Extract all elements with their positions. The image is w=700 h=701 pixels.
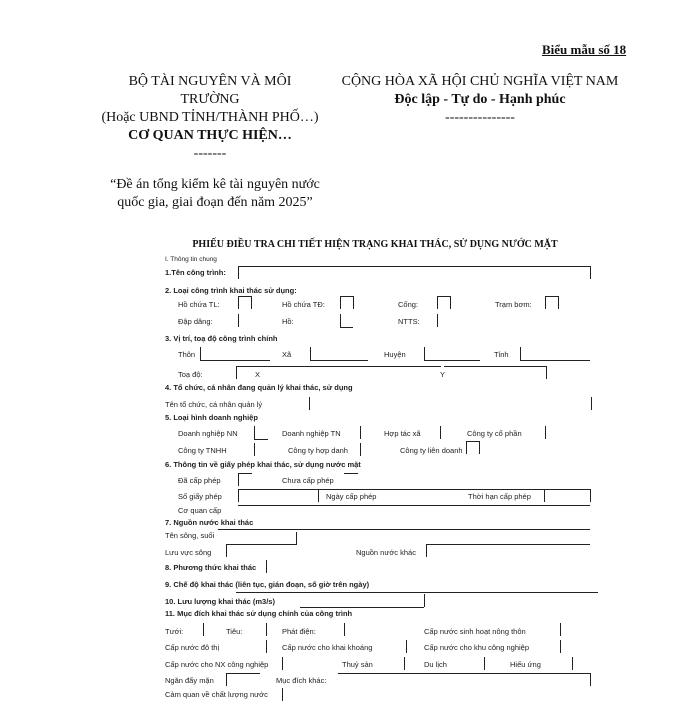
purpose-mining-water-checkbox[interactable] xyxy=(406,640,407,653)
purpose-other-label: Mục đích khác: xyxy=(276,676,327,685)
unlicensed-label: Chưa cấp phép xyxy=(282,476,334,485)
license-date-field[interactable] xyxy=(318,489,319,502)
coordinates-label: Toạ độ: xyxy=(178,370,203,379)
project-name-field-edge[interactable] xyxy=(238,266,239,279)
section-4-heading: 4. Tổ chức, cá nhân đang quản lý khai thác, sử dụng xyxy=(165,383,353,392)
enterprise-llc-checkbox[interactable] xyxy=(254,443,255,456)
enterprise-private-label: Doanh nghiệp TN xyxy=(282,429,341,438)
purpose-other-field-end xyxy=(590,673,591,686)
type-weir-label: Đập dâng: xyxy=(178,317,213,326)
flow-rate-field[interactable] xyxy=(424,594,425,607)
purpose-irrigation-checkbox[interactable] xyxy=(203,623,204,636)
location-hamlet-field[interactable] xyxy=(200,347,201,360)
coordinate-y-field-end xyxy=(546,366,547,379)
form-title: PHIẾU ĐIỀU TRA CHI TIẾT HIỆN TRẠNG KHAI THÁC, SỬ DỤNG NƯỚC MẶT xyxy=(192,239,558,250)
purpose-irrigation-label: Tưới: xyxy=(165,627,184,636)
enterprise-state-label: Doanh nghiệp NN xyxy=(178,429,238,438)
location-commune-underline xyxy=(310,360,368,361)
enterprise-partnership-checkbox[interactable] xyxy=(360,443,361,456)
water-quality-label: Cảm quan về chất lượng nước xyxy=(165,690,268,699)
other-source-label: Nguồn nước khác xyxy=(356,548,416,557)
enterprise-private-checkbox[interactable] xyxy=(360,426,361,439)
purpose-mining-water-label: Cấp nước cho khai khoáng xyxy=(282,643,373,652)
river-basin-divider xyxy=(296,532,297,545)
left-header-line1: BỘ TÀI NGUYÊN VÀ MÔI xyxy=(128,74,292,89)
license-row-topline xyxy=(238,489,590,490)
license-number-label: Số giấy phép xyxy=(178,492,222,501)
purpose-urban-water-label: Cấp nước đô thị xyxy=(165,643,220,652)
section-3-heading: 3. Vị trí, toạ độ công trình chính xyxy=(165,334,278,343)
enterprise-coop-checkbox[interactable] xyxy=(440,426,441,439)
section-1-heading: I. Thông tin chung xyxy=(165,256,217,263)
flow-rate-underline xyxy=(300,607,424,608)
river-basin-field[interactable] xyxy=(226,544,227,557)
type-pump-station-label: Trạm bơm: xyxy=(495,300,532,309)
purpose-factory-checkbox[interactable] xyxy=(282,657,283,670)
type-aquaculture-label: NTTS: xyxy=(398,317,420,326)
right-header-dashes: --------------- xyxy=(445,110,515,125)
purpose-drainage-checkbox[interactable] xyxy=(266,623,267,636)
license-term-field[interactable] xyxy=(544,489,545,502)
manager-name-label: Tên tổ chức, cá nhân quản lý xyxy=(165,400,263,409)
purpose-power-checkbox[interactable] xyxy=(344,623,345,636)
other-source-topline xyxy=(426,544,590,545)
manager-name-field[interactable] xyxy=(309,397,310,410)
license-row-end xyxy=(590,489,591,502)
type-sluice-checkbox[interactable] xyxy=(437,296,451,309)
purpose-industrial-zone-label: Cấp nước cho khu công nghiệp xyxy=(424,643,530,652)
purpose-rural-water-label: Cấp nước sinh hoạt nông thôn xyxy=(424,627,526,636)
section-5-heading: 5. Loại hình doanh nghiệp xyxy=(165,413,258,422)
enterprise-jv-checkbox[interactable] xyxy=(466,441,480,454)
right-header-motto: Độc lập - Tự do - Hạnh phúc xyxy=(394,92,566,107)
river-basin-label: Lưu vực sông xyxy=(165,548,212,557)
purpose-industrial-zone-checkbox[interactable] xyxy=(560,640,561,653)
location-district-label: Huyện xyxy=(384,350,406,359)
purpose-other-field[interactable] xyxy=(338,673,590,674)
left-header-line2: TRƯỜNG xyxy=(180,92,240,107)
purpose-salinity-checkbox[interactable] xyxy=(226,673,227,686)
license-number-field[interactable] xyxy=(238,489,239,502)
purpose-other-effect-label: Hiếu ứng xyxy=(510,660,541,669)
type-lake-checkbox[interactable] xyxy=(340,314,341,327)
type-weir-checkbox[interactable] xyxy=(238,314,239,327)
section-6-heading: 6. Thông tin về giấy phép khai thác, sử dụng nước mặt xyxy=(165,460,361,469)
coordinate-x-label: X xyxy=(255,370,261,379)
location-province-underline xyxy=(520,360,590,361)
enterprise-state-checkbox-bottom xyxy=(254,439,268,440)
section-8-heading: 8. Phương thức khai thác xyxy=(165,563,257,572)
purpose-rural-water-checkbox[interactable] xyxy=(560,623,561,636)
section-2-heading: 2. Loại công trình khai thác sử dụng: xyxy=(165,286,297,295)
project-line1: “Đề án tổng kiểm kê tài nguyên nước xyxy=(110,177,320,192)
license-date-label: Ngày cấp phép xyxy=(326,492,377,501)
type-lake-checkbox-bottom xyxy=(340,327,353,328)
water-quality-field[interactable] xyxy=(282,688,283,701)
location-commune-label: Xã xyxy=(282,350,292,359)
issuing-agency-label: Cơ quan cấp xyxy=(178,506,222,515)
location-province-label: Tỉnh xyxy=(494,350,509,359)
location-province-field[interactable] xyxy=(520,347,521,360)
coordinate-y-label: Y xyxy=(440,370,446,379)
section-10-heading: 10. Lưu lượng khai thác (m3/s) xyxy=(165,597,275,606)
section-1-1-label: 1.Tên công trình: xyxy=(165,268,226,277)
left-header-line3: (Hoặc UBND TỈNH/THÀNH PHỐ…) xyxy=(101,110,319,125)
section-9-heading: 9. Chế độ khai thác (liên tục, gián đoạn, số giờ trên ngày) xyxy=(165,580,370,589)
location-commune-field[interactable] xyxy=(310,347,311,360)
project-name-field[interactable] xyxy=(238,266,590,267)
type-reservoir-irrigation-label: Hồ chứa TL: xyxy=(178,300,220,309)
location-district-field[interactable] xyxy=(424,347,425,360)
location-hamlet-underline xyxy=(200,360,270,361)
type-reservoir-hydro-checkbox[interactable] xyxy=(340,296,354,309)
coordinate-x-topline xyxy=(236,366,441,367)
purpose-factory-label: Cấp nước cho NX công nghiệp xyxy=(165,660,269,669)
licensed-checkbox-top xyxy=(238,473,252,474)
type-sluice-label: Cống: xyxy=(398,300,419,309)
enterprise-jsc-checkbox[interactable] xyxy=(545,426,546,439)
right-header-line1: CỘNG HÒA XÃ HỘI CHỦ NGHĨA VIỆT NAM xyxy=(341,74,619,89)
left-header-dashes: ------- xyxy=(193,146,227,161)
purpose-drainage-label: Tiêu: xyxy=(226,627,243,636)
coordinate-x-field[interactable] xyxy=(236,366,237,379)
enterprise-jsc-label: Công ty cổ phần xyxy=(467,429,522,438)
enterprise-llc-label: Công ty TNHH xyxy=(178,446,227,455)
type-pump-station-checkbox[interactable] xyxy=(545,296,559,309)
issuing-agency-field[interactable] xyxy=(238,505,590,506)
type-reservoir-irrigation-checkbox[interactable] xyxy=(238,296,252,309)
section-11-heading: 11. Mục đích khai thác sử dụng chính của công trình xyxy=(165,609,353,618)
type-reservoir-hydro-label: Hồ chứa TĐ: xyxy=(282,300,325,309)
location-district-underline xyxy=(424,360,480,361)
type-aquaculture-checkbox[interactable] xyxy=(437,314,438,327)
purpose-power-label: Phát điện: xyxy=(282,627,316,636)
purpose-other-effect-checkbox[interactable] xyxy=(572,657,573,670)
purpose-tourism-label: Du lịch xyxy=(424,660,447,669)
section-7-heading: 7. Nguồn nước khai thác xyxy=(165,518,254,527)
form-number: Biểu mẫu số 18 xyxy=(542,42,627,57)
enterprise-jv-label: Công ty liên doanh xyxy=(400,446,463,455)
river-name-field[interactable] xyxy=(218,529,590,530)
enterprise-state-checkbox[interactable] xyxy=(254,426,255,439)
coordinate-y-field[interactable] xyxy=(444,366,546,367)
purpose-salinity-topline xyxy=(226,673,260,674)
extraction-regime-field[interactable] xyxy=(236,592,598,593)
river-basin-topline xyxy=(226,544,296,545)
purpose-aquaculture-checkbox[interactable] xyxy=(404,657,405,670)
location-hamlet-label: Thôn xyxy=(178,350,196,359)
extraction-method-field[interactable] xyxy=(266,560,267,573)
licensed-label: Đã cấp phép xyxy=(178,476,221,485)
other-source-field[interactable] xyxy=(426,544,427,557)
license-term-label: Thời hạn cấp phép xyxy=(468,492,531,501)
project-line2: quốc gia, giai đoạn đến năm 2025” xyxy=(117,195,313,210)
enterprise-partnership-label: Công ty hợp danh xyxy=(288,446,348,455)
purpose-aquaculture-label: Thuỷ sản xyxy=(342,660,373,669)
unlicensed-checkbox[interactable] xyxy=(344,473,358,474)
purpose-salinity-label: Ngăn đẩy mặn xyxy=(165,676,214,685)
manager-name-field-end xyxy=(591,397,592,410)
purpose-tourism-checkbox[interactable] xyxy=(484,657,485,670)
river-name-label: Tên sông, suối xyxy=(165,531,215,540)
purpose-urban-water-checkbox[interactable] xyxy=(266,640,267,653)
left-header-agency: CƠ QUAN THỰC HIỆN… xyxy=(128,128,292,143)
type-lake-label: Hồ: xyxy=(282,317,294,326)
enterprise-coop-label: Hợp tác xã xyxy=(384,429,421,438)
project-name-field-end xyxy=(590,266,591,279)
licensed-checkbox[interactable] xyxy=(238,473,239,486)
